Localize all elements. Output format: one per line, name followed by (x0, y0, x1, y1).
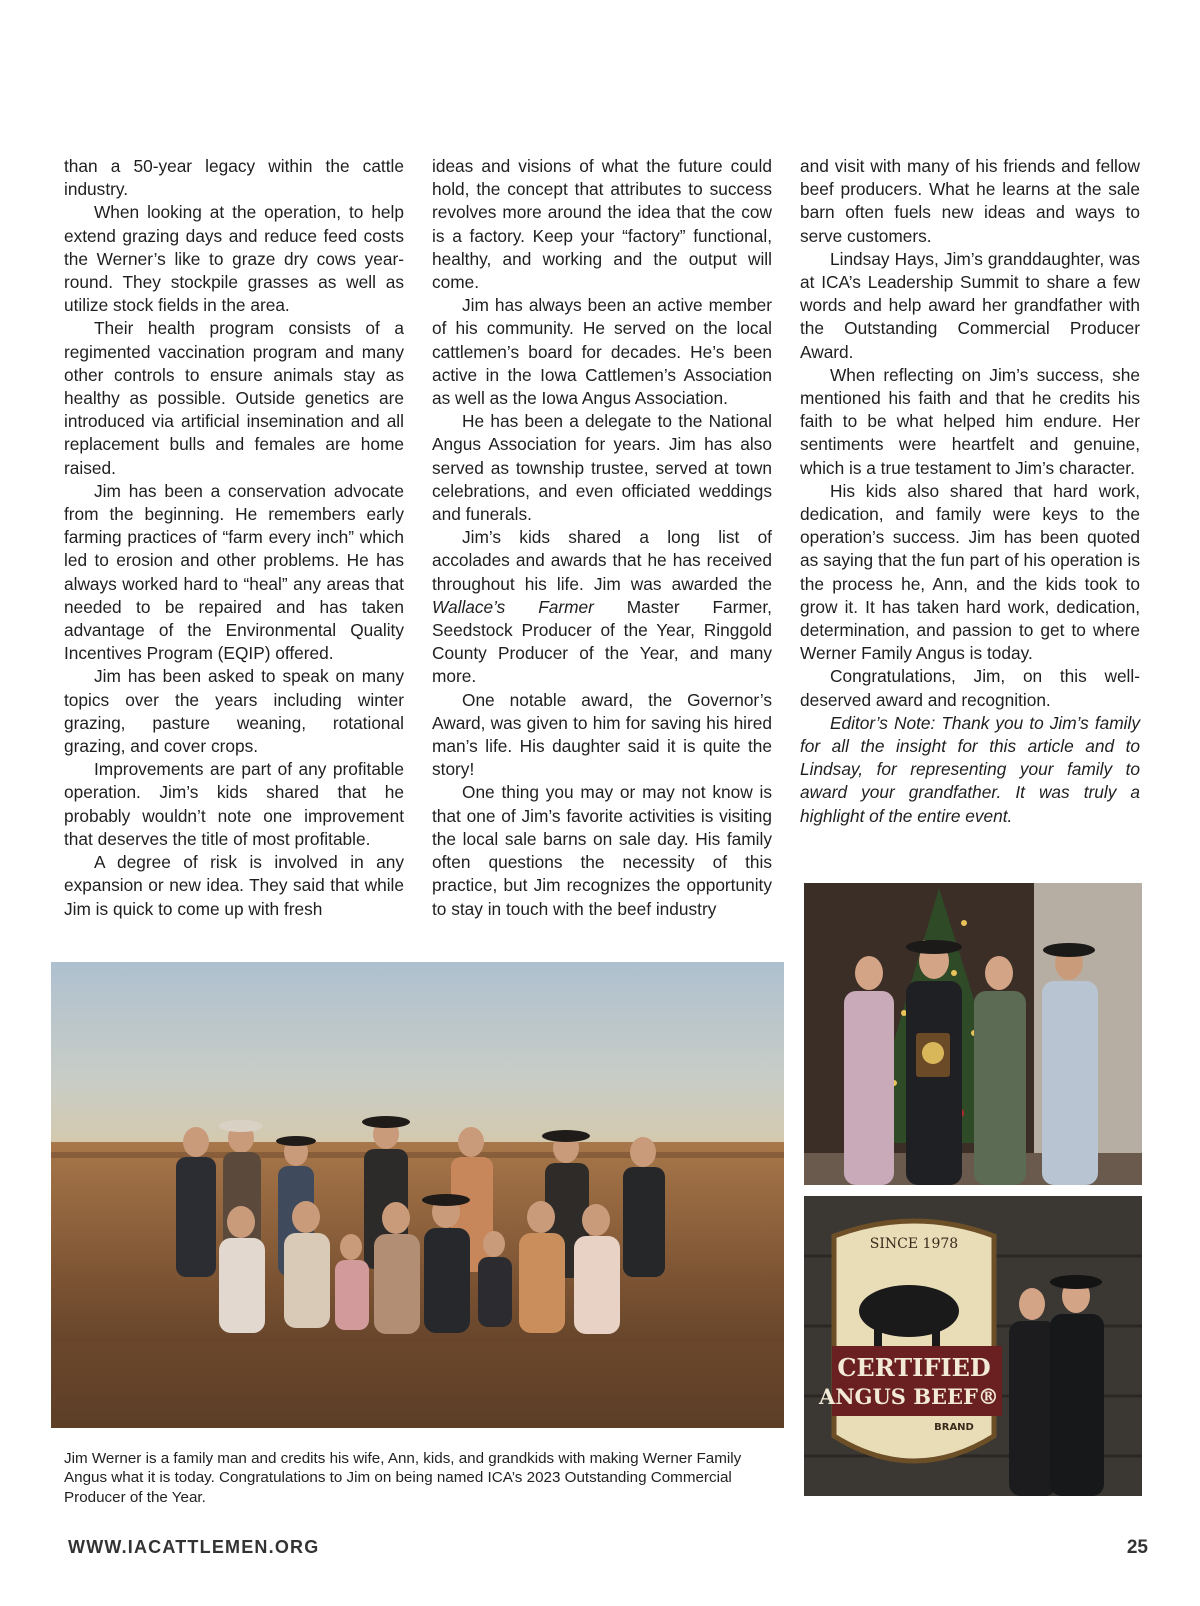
cab-angus-beef-text: ANGUS BEEF® (819, 1384, 999, 1409)
paragraph-text: Jim’s kids shared a long list of accolades and awards that he has received throughout his life. Jim was awarded the (432, 527, 772, 594)
paragraph: ideas and visions of what the future could hold, the concept that attributes to success revolves more around the idea that the cow is a factory. Keep your “factory” functional, healthy, and working and the output will come. (432, 156, 772, 293)
paragraph: When looking at the operation, to help extend grazing days and reduce feed costs the Werner’s like to graze dry cows year-round. They stockpile grasses as well as utilize stock fields in the area. (64, 202, 404, 316)
cab-since-text: SINCE 1978 (869, 1236, 959, 1252)
family-photo (51, 962, 784, 1428)
paragraph: His kids also shared that hard work, dedication, and family were keys to the operation’s success. Jim has been quoted as saying that the fun part of his operation is the process he, Ann, and the kids took to grow it. It has taken hard work, dedication, determination, and passion to get to where Werner Family Angus is today. (800, 480, 1140, 664)
paragraph-text: Master Farmer, Seedstock Producer of the Year, Ringgold County Producer of the Year, and many more. (432, 596, 772, 687)
article-column-2 (432, 155, 772, 921)
paragraph: Their health program consists of a regimented vaccination program and many other controls to ensure animals stay as healthy as possible. Outside genetics are introduced via artificial insemination and all replacement bulls and females are home raised. (64, 318, 404, 478)
paragraph (432, 526, 772, 688)
paragraph: Jim has always been an active member of his community. He served on the local cattlemen’s board for decades. He’s been active in the Iowa Cattlemen’s Association as well as the Iowa Angus Association. (432, 295, 772, 409)
paragraph: Improvements are part of any profitable operation. Jim’s kids shared that he probably wouldn’t note one improvement that deserves the title of most profitable. (64, 759, 404, 849)
award-photo (804, 883, 1142, 1185)
paragraph: Lindsay Hays, Jim’s granddaughter, was at ICA’s Leadership Summit to share a few words and help award her grandfather with the Outstanding Commercial Producer Award. (800, 248, 1140, 362)
publication-title: Wallace’s Farmer (432, 596, 594, 617)
article-column-3 (800, 155, 1140, 828)
page-number: 25 (1126, 1537, 1148, 1558)
paragraph: Congratulations, Jim, on this well-deserved award and recognition. (800, 666, 1140, 710)
certified-angus-beef-photo (804, 1196, 1142, 1496)
paragraph: than a 50-year legacy within the cattle industry. (64, 156, 404, 200)
paragraph: One thing you may or may not know is that one of Jim’s favorite activities is visiting the local sale barns on sale day. His family often questions the necessity of this practice, but Jim recognizes the opportunity to stay in touch with the beef industry (432, 782, 772, 919)
editors-note: Editor’s Note: Thank you to Jim’s family for all the insight for this article and to Lindsay, for representing your family to award your grandfather. It was truly a highlight of the entire event. (800, 712, 1140, 826)
cab-brand-text: BRAND (934, 1422, 974, 1433)
paragraph: Jim has been asked to speak on many topics over the years including winter grazing, pasture weaning, rotational grazing, and cover crops. (64, 666, 404, 757)
footer-website: WWW.IACATTLEMEN.ORG (68, 1537, 320, 1557)
paragraph: When reflecting on Jim’s success, she mentioned his faith and that he credits his faith to be what helped him endure. Her sentiments were heartfelt and genuine, which is a true testament to Jim’s character. (800, 364, 1140, 478)
paragraph: He has been a delegate to the National Angus Association for years. Jim has also served as township trustee, served at town celebrations, and even officiated weddings and funerals. (432, 411, 772, 525)
paragraph: and visit with many of his friends and fellow beef producers. What he learns at the sale barn often fuels new ideas and ways to serve customers. (800, 156, 1140, 246)
paragraph: A degree of risk is involved in any expansion or new idea. They said that while Jim is quick to come up with fresh (64, 852, 404, 919)
cab-certified-text: CERTIFIED (837, 1353, 991, 1382)
article-column-1 (64, 155, 404, 921)
paragraph: Jim has been a conservation advocate from the beginning. He remembers early farming practices of “farm every inch” which led to erosion and other problems. He has always worked hard to “heal” any areas that needed to be repaired and has taken advantage of the Environmental Quality Incentives Program (EQIP) offered. (64, 480, 404, 664)
paragraph: One notable award, the Governor’s Award, was given to him for saving his hired man’s life. His daughter said it is quite the story! (432, 689, 772, 780)
photo-caption: Jim Werner is a family man and credits his wife, Ann, kids, and grandkids with making Werner Family Angus what it is today. Congratulations to Jim on being named ICA’s 2023 Outstanding Commercial Producer of the Year. (64, 1450, 742, 1506)
